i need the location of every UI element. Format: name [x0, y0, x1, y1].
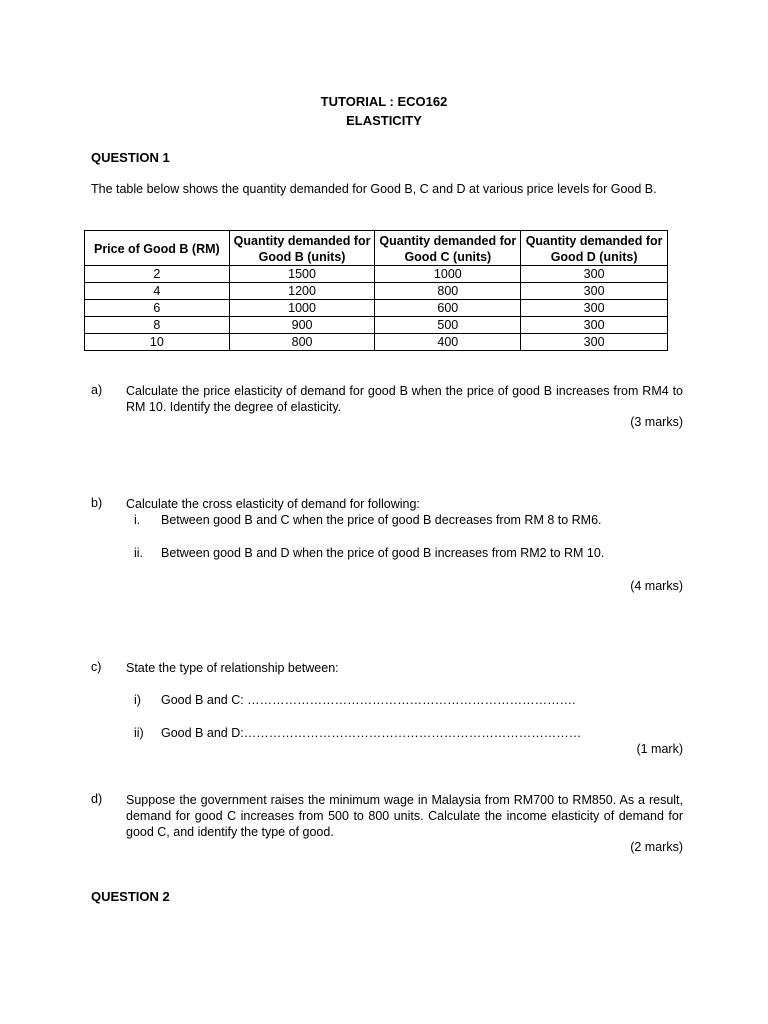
part-b-text: Calculate the cross elasticity of demand for following:: [126, 497, 420, 511]
table-row: [85, 300, 668, 317]
table-cell: 2: [85, 266, 230, 283]
table-cell: 900: [229, 317, 375, 334]
question-2-heading: QUESTION 2: [91, 889, 170, 904]
part-c-item-1-label: i): [134, 693, 141, 707]
table-cell: 800: [229, 334, 375, 351]
part-c-marks: (1 mark): [636, 742, 683, 756]
question-1-intro: The table below shows the quantity demanded for Good B, C and D at various price levels for Good B.: [91, 182, 657, 196]
table-header-cell: Quantity demanded for Good D (units): [521, 231, 668, 266]
part-b-marks: (4 marks): [630, 579, 683, 593]
table-cell: 300: [521, 266, 668, 283]
document-subtitle: ELASTICITY: [346, 113, 422, 128]
part-d-marks: (2 marks): [630, 840, 683, 854]
table-cell: 400: [375, 334, 521, 351]
table-cell: 800: [375, 283, 521, 300]
table-cell: 300: [521, 317, 668, 334]
part-b-item-1-text: Between good B and C when the price of good B decreases from RM 8 to RM6.: [161, 513, 602, 527]
document-title: TUTORIAL : ECO162: [320, 94, 448, 109]
part-d-text: Suppose the government raises the minimum wage in Malaysia from RM700 to RM850. As a result, demand for good C increases from 500 to 800 units. Calculate the income elasticity of demand for good C, and identify the type of good.: [126, 793, 683, 839]
table-cell: 4: [85, 283, 230, 300]
table-cell: 1200: [229, 283, 375, 300]
table-header-cell: Quantity demanded for Good C (units): [375, 231, 521, 266]
part-c-label: c): [91, 660, 102, 674]
part-a-text: Calculate the price elasticity of demand for good B when the price of good B increases from RM4 to RM 10. Identify the degree of elasticity.: [126, 384, 683, 414]
part-a-marks: (3 marks): [630, 415, 683, 429]
table-cell: 1000: [375, 266, 521, 283]
table-cell: 300: [521, 283, 668, 300]
part-d-label: d): [91, 792, 103, 806]
question-1-heading: QUESTION 1: [91, 150, 170, 165]
table-row: [85, 317, 668, 334]
table-cell: 500: [375, 317, 521, 334]
table-cell: 1000: [229, 300, 375, 317]
table-cell: 300: [521, 334, 668, 351]
part-a-label: a): [91, 383, 103, 397]
table-cell: 600: [375, 300, 521, 317]
part-b-label: b): [91, 496, 103, 510]
table-cell: 10: [85, 334, 230, 351]
part-b-item-2-text: Between good B and D when the price of good B increases from RM2 to RM 10.: [161, 546, 605, 560]
part-c-item-1-text: Good B and C: …………………………………………………………………….: [161, 693, 576, 707]
part-c-item-2-text: Good B and D:………………………………………………………………………: [161, 726, 582, 740]
table-row: [85, 283, 668, 300]
part-c-item-2-label: ii): [134, 726, 144, 740]
table-header-cell: Quantity demanded for Good B (units): [229, 231, 375, 266]
part-c-text: State the type of relationship between:: [126, 661, 339, 675]
table-row: [85, 266, 668, 283]
demand-table: [84, 230, 668, 351]
table-cell: 300: [521, 300, 668, 317]
table-cell: 8: [85, 317, 230, 334]
table-cell: 1500: [229, 266, 375, 283]
table-row: [85, 334, 668, 351]
part-b-item-2-label: ii.: [134, 546, 144, 560]
table-header-row: [85, 231, 668, 266]
part-b-item-1-label: i.: [134, 513, 141, 527]
table-header-cell: Price of Good B (RM): [85, 231, 230, 266]
table-cell: 6: [85, 300, 230, 317]
